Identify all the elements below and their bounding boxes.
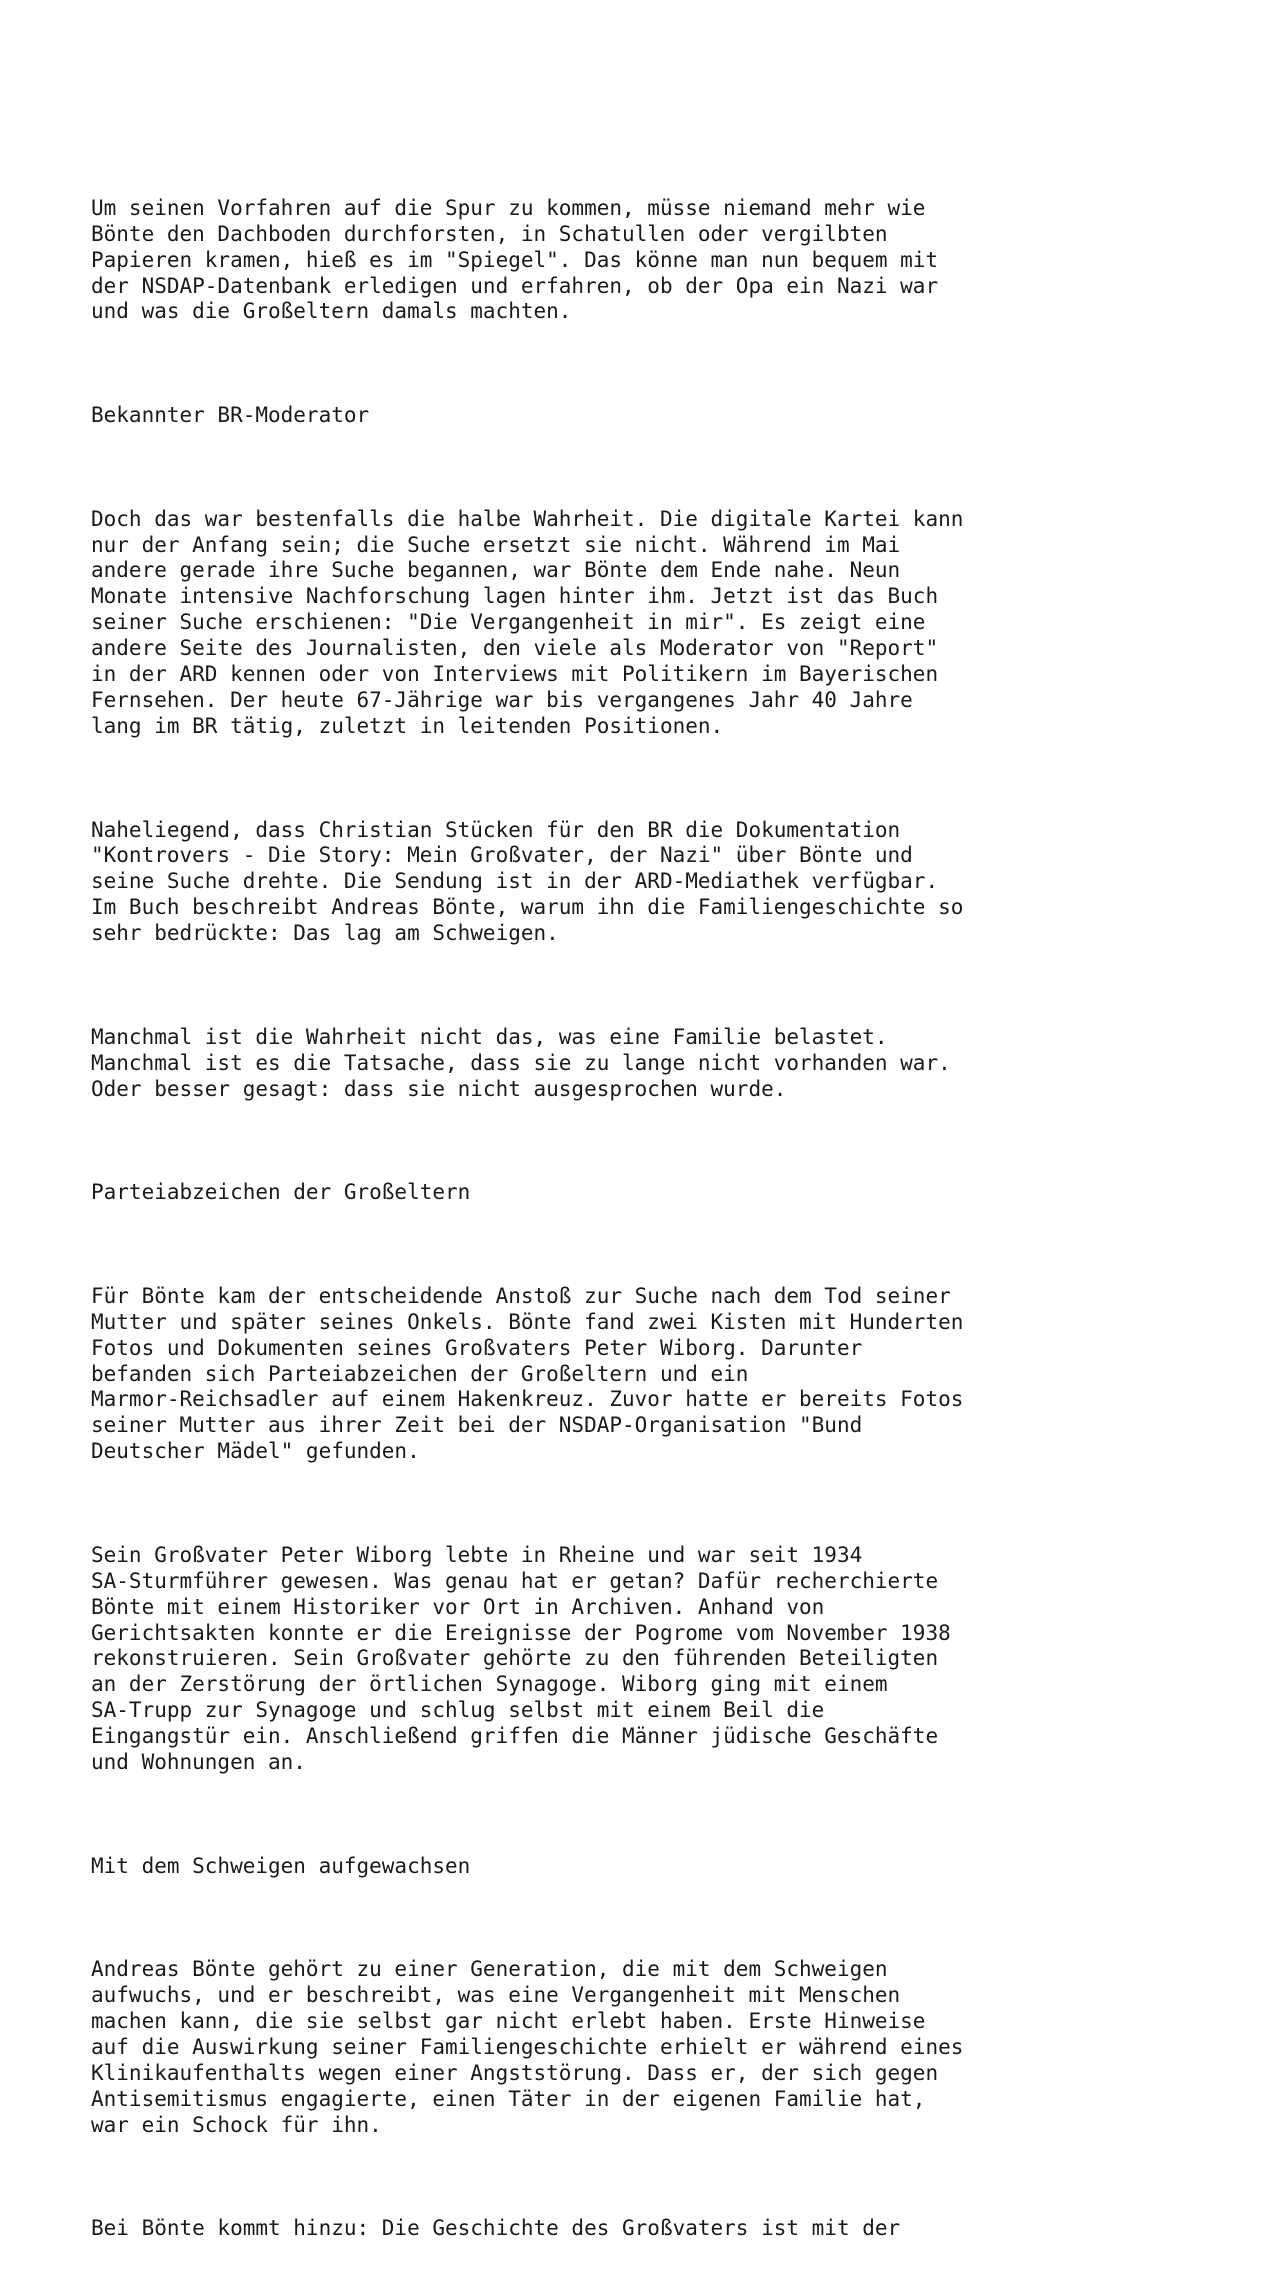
paragraph: Manchmal ist die Wahrheit nicht das, was eine Familie belastet. Manchmal ist es die Tatsache, dass sie zu lange nicht vorhanden war. Oder besser gesagt: dass sie nicht ausgesprochen wurde. bbox=[91, 1024, 951, 1101]
paragraph: Sein Großvater Peter Wiborg lebte in Rheine und war seit 1934 SA-Sturmführer gewesen. Was genau hat er getan? Dafür recherchierte Bönte mit einem Historiker vor Ort in Archiven. Anhand von Gerichtsakten konnte er die Ereignisse der Pogrome vom November 1938 rekonstruieren. Sein Großvater gehörte zu den führenden Beteiligten an der Zerstörung der örtlichen Synagoge. Wiborg ging mit einem SA-Trupp zur Synagoge und schlug selbst mit einem Beil die Eingangstür ein. Anschließend griffen die Männer jüdische Geschäfte und Wohnungen an. bbox=[91, 1542, 951, 1775]
paragraph: Für Bönte kam der entscheidende Anstoß zur Suche nach dem Tod seiner Mutter und später seines Onkels. Bönte fand zwei Kisten mit Hunderten Fotos und Dokumenten seines Großvaters Peter Wiborg. Darunter befanden sich Parteiabzeichen der Großeltern und ein Marmor-Reichsadler auf einem Hakenkreuz. Zuvor hatte er bereits Fotos seiner Mutter aus ihrer Zeit bei der NSDAP-Organisation "Bund Deutscher Mädel" gefunden. bbox=[91, 1283, 964, 1464]
paragraph: Andreas Bönte gehört zu einer Generation, die mit dem Schweigen aufwuchs, und er beschreibt, was eine Vergangenheit mit Menschen machen kann, die sie selbst gar nicht erlebt haben. Erste Hinweise auf die Auswirkung seiner Familiengeschichte erhielt er während eines Klinikaufenthalts wegen einer Angststörung. Dass er, der sich gegen Antisemitismus engagierte, einen Täter in der eigenen Familie hat, war ein Schock für ihn. bbox=[91, 1957, 964, 2137]
paragraph: Um seinen Vorfahren auf die Spur zu kommen, müsse niemand mehr wie Bönte den Dachboden durchforsten, in Schatullen oder vergilbten Papieren kramen, hieß es im "Spiegel". Das könne man nun bequem mit der NSDAP-Datenbank erledigen und erfahren, ob der Opa ein Nazi war und was die Großeltern damals machten. bbox=[91, 195, 939, 324]
paragraph: Doch das war bestenfalls die halbe Wahrheit. Die digitale Kartei kann nur der Anfang sein; die Suche ersetzt sie nicht. Während im Mai andere gerade ihre Suche begannen, war Bönte dem Ende nahe. Neun Monate intensive Nachforschung lagen hinter ihm. Jetzt ist das Buch seiner Suche erschienen: "Die Vergangenheit in mir". Es zeigt eine andere Seite des Journalisten, den viele als Moderator von "Report" in der ARD kennen oder von Interviews mit Politikern im Bayerischen Fernsehen. Der heute 67-Jährige war bis vergangenes Jahr 40 Jahre lang im BR tätig, zuletzt in leitenden Positionen. bbox=[91, 506, 964, 738]
section-heading: Parteiabzeichen der Großeltern bbox=[91, 1180, 471, 1205]
paragraph: Bei Bönte kommt hinzu: Die Geschichte des Großvaters ist mit der bbox=[91, 2216, 901, 2241]
paragraph: Naheliegend, dass Christian Stücken für den BR die Dokumentation "Kontrovers - Die Story: Mein Großvater, der Nazi" über Bönte und seine Suche drehte. Die Sendung ist in der ARD-Mediathek verfügbar. Im Buch beschreibt Andreas Bönte, warum ihn die Familiengeschichte so sehr bedrückte: Das lag am Schweigen. bbox=[91, 817, 964, 946]
article-text bbox=[91, 144, 1191, 2294]
section-heading: Bekannter BR-Moderator bbox=[91, 403, 370, 428]
section-heading: Mit dem Schweigen aufgewachsen bbox=[91, 1853, 471, 1878]
